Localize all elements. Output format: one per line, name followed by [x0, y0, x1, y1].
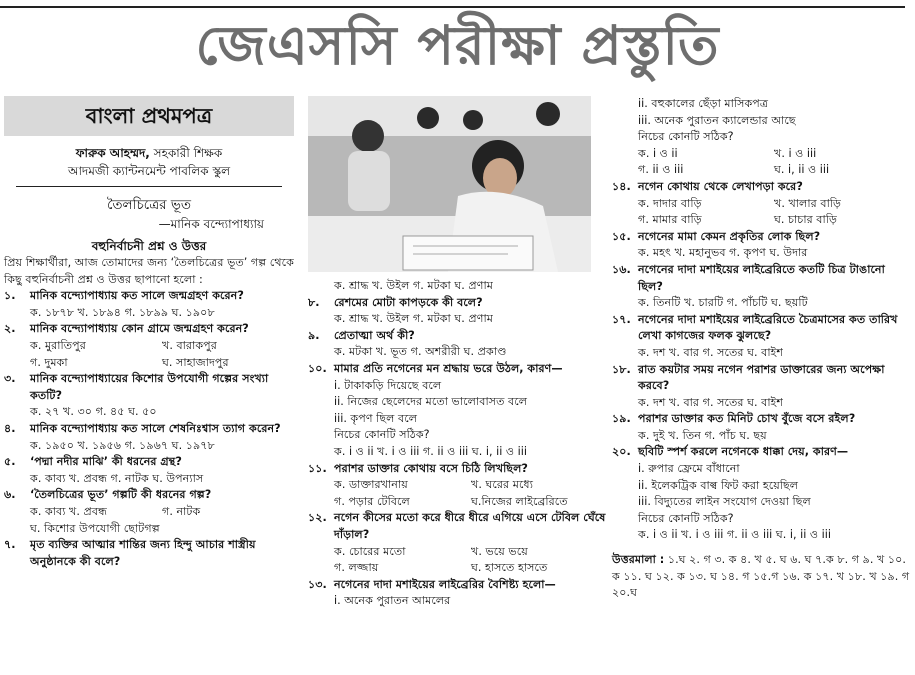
options-line: ক. শ্রাদ্ধ খ. উইল গ. মটকা ঘ. প্রণাম [334, 312, 493, 326]
options-line: ক. দশ খ. বার গ. সতের ঘ. বাইশ [638, 395, 783, 409]
question-number: ১. [4, 289, 16, 303]
question-number: ৮. [308, 295, 320, 309]
option: ঘ. হাসতে হাসতে [471, 561, 548, 575]
top-rule [0, 6, 905, 8]
question [4, 288, 294, 305]
question-number: ১২. [308, 511, 327, 525]
option-row [4, 504, 294, 521]
q13-instruction: নিচের কোনটি সঠিক? [638, 130, 734, 144]
question [308, 461, 608, 478]
instruction: নিচের কোনটি সঠিক? [334, 428, 430, 442]
question-text: মামার প্রতি নগেনের মন শ্রদ্ধায় ভরে উঠল, কারণ— [334, 361, 563, 375]
question [308, 295, 608, 312]
option: খ. ঘরের মধ্যে [471, 478, 533, 492]
option-row [612, 162, 910, 179]
question-list [4, 288, 294, 570]
story-author: —মানিক বন্দ্যোপাধ্যায় [158, 217, 264, 231]
author-name: ফারুক আহম্মদ, [75, 146, 150, 160]
option-row [612, 212, 910, 229]
option: গ. লজ্জায় [334, 561, 379, 575]
author-role: সহকারী শিক্ষক [149, 146, 223, 160]
question-number: ৫. [4, 455, 16, 469]
option-row [308, 477, 608, 494]
option: ক. মুরাতিপুর [30, 338, 86, 352]
column-middle [308, 278, 608, 610]
option: খ. i ও iii [774, 146, 817, 160]
question [4, 537, 294, 570]
answer-key-text: ১.ঘ ২. গ ৩. ক ৪. খ ৫. ঘ ৬. ঘ ৭.ক ৮. গ ৯. খ ১০. ক ১১. ঘ ১২. ক ১৩. ঘ ১৪. গ ১৫.গ ১৬. ক ১৭. খ ১৮. খ ১৯. গ ২০.ঘ [612, 553, 910, 600]
question-number: ৯. [308, 328, 320, 342]
question-text: মানিক বন্দ্যোপাধ্যায় কোন গ্রামে জন্মগ্রহণ করেন? [30, 322, 249, 336]
option: ঘ.নিজের লাইব্রেরিতে [471, 494, 568, 508]
statement-line: i. রুপার ফ্রেমে বাঁধানো [638, 462, 740, 476]
options-line: ক. ২৭ খ. ৩০ গ. ৪৫ ঘ. ৫০ [30, 405, 157, 419]
option-row [308, 494, 608, 511]
author-line [4, 144, 294, 162]
column-left [4, 96, 294, 570]
answer-key [612, 552, 910, 602]
question [612, 179, 910, 196]
question-number: ১৯. [612, 412, 631, 426]
intro-text: প্রিয় শিক্ষার্থীরা, আজ তোমাদের জন্য ‘তৈলচিত্রের ভূত’ গল্প থেকে কিছু বহুনির্বাচনী প্রশ্ন ও উত্তর ছাপানো হলো : [4, 256, 294, 286]
options-line: ক. ১৮৭৮ খ. ১৮৯৪ গ. ১৮৯৯ ঘ. ১৯০৮ [30, 305, 215, 319]
divider [16, 186, 282, 187]
question-number: ৪. [4, 421, 16, 435]
question-number: ১৪. [612, 179, 631, 193]
option: গ. পড়ার টেবিলে [334, 494, 410, 508]
question-text: ছবিটি স্পর্শ করলে নগেনকে ধাক্কা দেয়, কারণ— [638, 445, 849, 459]
question-text: নগেন কোথায় থেকে লেখাপড়া করে? [638, 179, 803, 193]
question-text: রাত কয়টার সময় নগেন পরাশর ডাক্তারের জন্য অপেক্ষা করবে? [638, 362, 885, 393]
question [308, 510, 608, 543]
question [4, 421, 294, 438]
option: খ. ভয়ে ভয়ে [471, 544, 528, 558]
option: ক. কাব্য খ. প্রবন্ধ [30, 504, 107, 518]
question-number: ১০. [308, 361, 327, 375]
question-text: নগেনের দাদা মশাইয়ের লাইব্রেরিতে কতটি চিত্র টাঙানো ছিল? [638, 262, 885, 293]
statement-line: iii. বিদ্যুতের লাইন সংযোগ দেওয়া ছিল [638, 495, 811, 509]
option: ঘ. সাহাজাদপুর [162, 355, 229, 369]
statement-line: iii. কৃপণ ছিল বলে [334, 411, 418, 425]
question-text: মানিক বন্দ্যোপাধ্যায়ের কিশোর উপযোগী গল্পের সংখ্যা কতটি? [30, 372, 269, 402]
options-line: ক. মহৎ খ. মহানুভব গ. কৃপণ ঘ. উদার [638, 246, 808, 260]
option: খ. খালার বাড়ি [774, 196, 841, 210]
question-text: প্রেতাত্মা অর্থ কী? [334, 328, 415, 342]
options-line: ঘ. কিশোর উপযোগী ছোটগল্প [30, 521, 160, 535]
option: ক. চোরের মতো [334, 544, 406, 558]
question [612, 229, 910, 246]
option-row [4, 355, 294, 372]
options-line: ক. দুই খ. তিন গ. পাঁচ ঘ. ছয় [638, 428, 767, 442]
school-name: আদমজী ক্যান্টনমেন্ট পাবলিক স্কুল [67, 164, 231, 178]
options-line: ক. ১৯৫০ খ. ১৯৫৬ গ. ১৯৬৭ ঘ. ১৯৭৮ [30, 438, 215, 452]
question-text: নগেনের মামা কেমন প্রকৃতির লোক ছিল? [638, 229, 821, 243]
option: গ. দুমকা [30, 355, 68, 369]
question-text: ‘তৈলচিত্রের ভূত’ গল্পটি কী ধরনের গল্প? [30, 488, 212, 502]
column-right [612, 96, 910, 602]
options-line: ক. i ও ii খ. i ও iii গ. ii ও iii ঘ. i, ii ও iii [638, 528, 831, 542]
option: ঘ. চাচার বাড়ি [774, 213, 837, 227]
question-text: মানিক বন্দ্যোপাধ্যায় কত সালে শেষনিঃশ্বাস ত্যাগ করেন? [30, 421, 281, 435]
options-line: ক. তিনটি খ. চারটি গ. পাঁচটি ঘ. ছয়টি [638, 296, 808, 310]
question-number: ১১. [308, 461, 327, 475]
question [612, 312, 910, 345]
question [4, 321, 294, 338]
options-line: ক. i ও ii খ. i ও iii গ. ii ও iii ঘ. i, ii ও iii [334, 444, 527, 458]
statement-line: i. টাকাকড়ি দিয়েছে বলে [334, 378, 442, 392]
question-text: ‘পদ্মা নদীর মাঝি’ কী ধরনের গ্রন্থ? [30, 455, 182, 469]
question-number: ১৬. [612, 262, 631, 276]
question-list [308, 295, 608, 610]
masthead [0, 0, 915, 92]
question-list [612, 179, 910, 544]
option: ঘ. i, ii ও iii [774, 163, 830, 177]
question-text: নগেন কীসের মতো করে ধীরে ধীরে এগিয়ে এসে টেবিল ঘেঁষে দাঁড়াল? [334, 511, 606, 541]
mcq-heading: বহুনির্বাচনী প্রশ্ন ও উত্তর [91, 239, 207, 253]
question-text: মৃত ব্যক্তির আত্মার শান্তির জন্য হিন্দু আচার শাস্ত্রীয় অনুষ্ঠানকে কী বলে? [30, 538, 256, 568]
question-text: নগেনের দাদা মশাইয়ের লাইব্রেরিতে চৈত্রমাসের কত তারিখ লেখা কাগজের ফলক ঝুলছে? [638, 312, 898, 343]
question [612, 444, 910, 461]
question-number: ৩. [4, 372, 16, 386]
options-line: ক. দশ খ. বার গ. সতের ঘ. বাইশ [638, 345, 783, 359]
question-text: নগেনের দাদা মশাইয়ের লাইব্রেরির বৈশিষ্ট্য হলো— [334, 577, 556, 591]
option-row [612, 196, 910, 213]
question-number: ৬. [4, 488, 16, 502]
option: গ. মামার বাড়ি [638, 213, 702, 227]
option: খ. বারাকপুর [162, 338, 217, 352]
question [308, 328, 608, 345]
question-number: ২০. [612, 445, 631, 459]
story-title: তৈলচিত্রের ভূত [106, 197, 192, 213]
question-number: ৭. [4, 538, 16, 552]
option-row [308, 560, 608, 577]
option: ক. দাদার বাড়ি [638, 196, 702, 210]
q13-line: ii. বহুকালের ছেঁড়া মাসিকপত্র [638, 97, 769, 110]
question-text: পরাশর ডাক্তার কোথায় বসে চিঠি লিখছিল? [334, 461, 528, 475]
statement-line: i. অনেক পুরাতন আমলের [334, 594, 451, 608]
question-number: ১৫. [612, 229, 631, 243]
question [612, 411, 910, 428]
question-number: ২. [4, 322, 16, 336]
question-text: পরাশর ডাক্তার কত মিনিট চোখ বুঁজে বসে রইল? [638, 412, 856, 426]
options-line: ক. মটকা খ. ভূত গ. অশরীরী ঘ. প্রকাণ্ড [334, 345, 507, 359]
question-number: ১৭. [612, 312, 631, 326]
option: গ. ii ও iii [638, 163, 684, 177]
question [308, 361, 608, 378]
question [308, 577, 608, 594]
option: ক. i ও ii [638, 146, 678, 160]
option-row [308, 544, 608, 561]
option-row [612, 146, 910, 163]
question [612, 362, 910, 395]
question-number: ১৮. [612, 362, 631, 376]
page-title: জেএসসি পরীক্ষা প্রস্তুতি [195, 14, 720, 77]
statement-line: ii. ইলেকট্রিক বাল্ব ফিট করা হয়েছিল [638, 478, 799, 492]
statement-line: ii. নিজের ছেলেদের মতো ভালোবাসত বলে [334, 395, 528, 409]
option-row [4, 338, 294, 355]
options-line: ক. কাব্য খ. প্রবন্ধ গ. নাটক ঘ. উপন্যাস [30, 471, 204, 485]
q13-line: iii. অনেক পুরাতন ক্যালেন্ডার আছে [638, 113, 796, 127]
q7-options: ক. শ্রাদ্ধ খ. উইল গ. মটকা ঘ. প্রণাম [334, 279, 493, 292]
question [4, 371, 294, 404]
question [4, 487, 294, 504]
option: ক. ডাক্তারখানায় [334, 478, 408, 492]
question-text: মানিক বন্দ্যোপাধ্যায় কত সালে জন্মগ্রহণ করেন? [30, 289, 244, 303]
subject-banner: বাংলা প্রথমপত্র [4, 96, 294, 136]
question [4, 454, 294, 471]
exam-photo [308, 96, 591, 272]
option: গ. নাটক [162, 504, 201, 518]
instruction: নিচের কোনটি সঠিক? [638, 511, 734, 525]
question-number: ১৩. [308, 577, 327, 591]
question [612, 262, 910, 295]
question-text: রেশমের মোটা কাপড়কে কী বলে? [334, 295, 483, 309]
students-illustration [308, 96, 591, 272]
answer-key-label: উত্তরমালা : [612, 553, 665, 567]
